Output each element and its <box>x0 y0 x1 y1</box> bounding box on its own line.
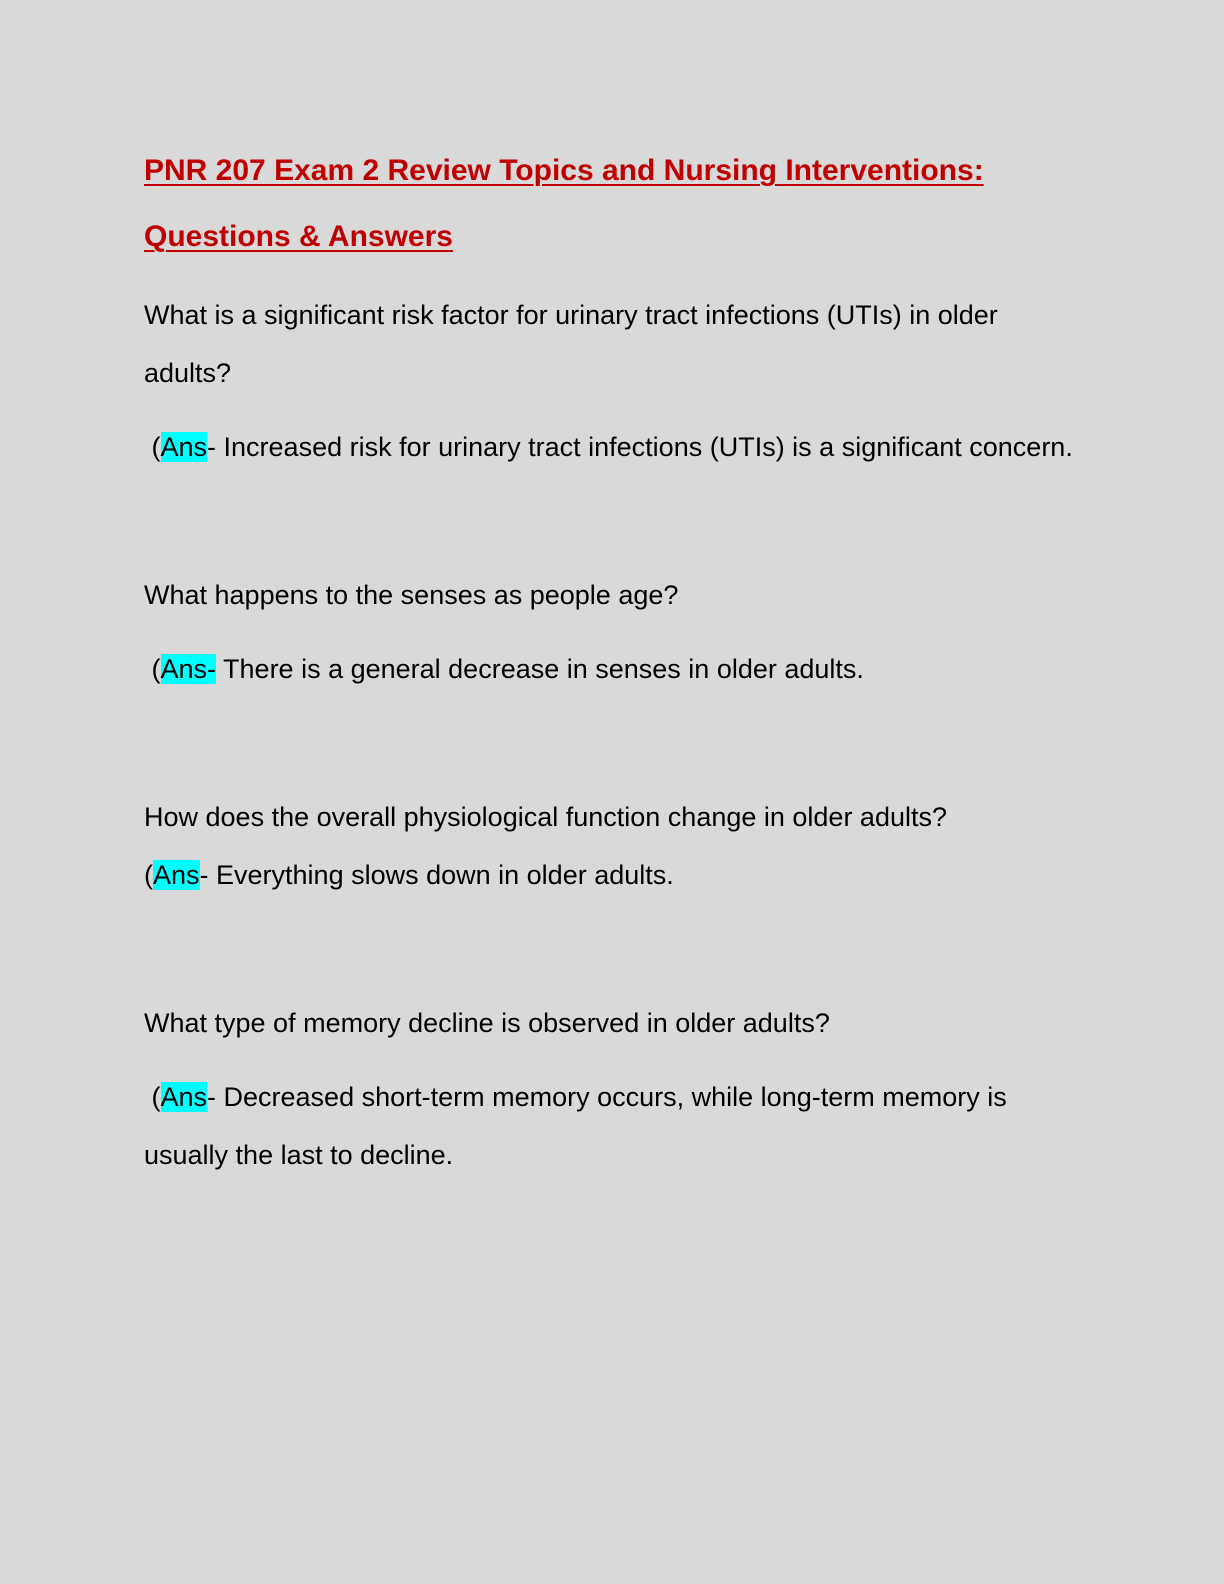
answer-2-text: There is a general decrease in senses in older adults. <box>216 654 864 684</box>
question-3: How does the overall physiological function change in older adults? <box>144 802 947 832</box>
answer-1-text: - Increased risk for urinary tract infections (UTIs) is a significant concern. <box>207 432 1073 462</box>
answer-3-text: - Everything slows down in older adults. <box>199 860 674 890</box>
document-title <box>144 138 1084 270</box>
answer-1-label-highlight: Ans <box>160 432 208 462</box>
qa-list <box>144 286 1084 1184</box>
answer-2 <box>144 640 1084 698</box>
answer-4 <box>144 1068 1084 1184</box>
answer-3 <box>144 846 1084 904</box>
question-1: What is a significant risk factor for urinary tract infections (UTIs) in older adults? <box>144 300 998 388</box>
answer-3-label-highlight: Ans <box>153 860 200 890</box>
answer-1 <box>144 418 1084 476</box>
title-line-2: Questions & Answers <box>144 220 453 253</box>
answer-2-prefix: ( <box>144 654 161 684</box>
question-4: What type of memory decline is observed in older adults? <box>144 1008 830 1038</box>
answer-2-label-highlight: Ans- <box>160 654 217 684</box>
answer-3-prefix: ( <box>144 860 153 890</box>
answer-4-prefix: ( <box>144 1082 161 1112</box>
answer-4-text: - Decreased short-term memory occurs, while long-term memory is usually the last to decline. <box>144 1082 1007 1170</box>
title-line-1: PNR 207 Exam 2 Review Topics and Nursing Interventions: <box>144 154 984 187</box>
question-2: What happens to the senses as people age? <box>144 580 679 610</box>
answer-1-prefix: ( <box>144 432 161 462</box>
answer-4-label-highlight: Ans <box>160 1082 208 1112</box>
document-content <box>144 138 1084 1184</box>
